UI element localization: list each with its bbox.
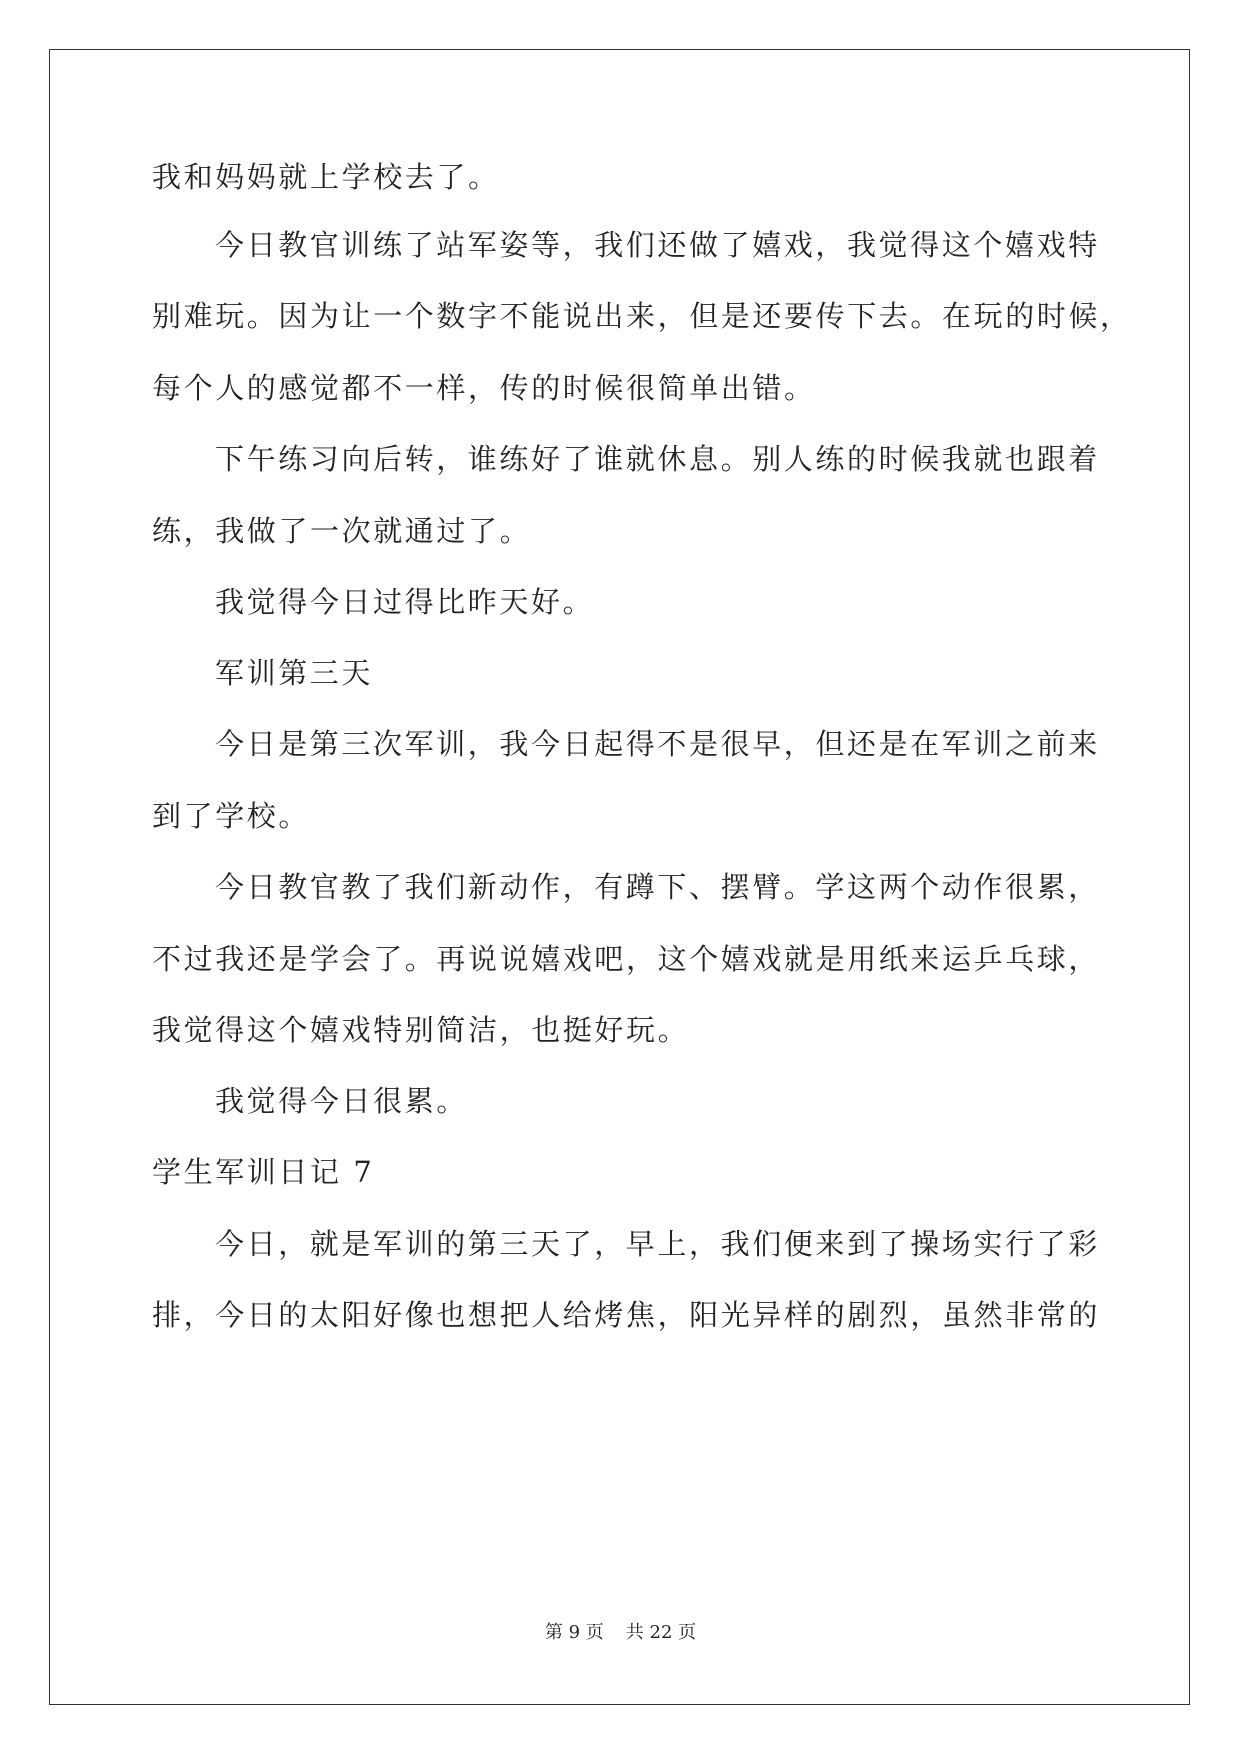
text-line: 我和妈妈就上学校去了。 (152, 160, 500, 194)
paragraph-first-line: 今日是第三次军训，我今日起得不是很早，但还是在军训之前来 (215, 727, 1100, 761)
paragraph-first-line: 我觉得今日很累。 (215, 1084, 468, 1118)
paragraph-first-line: 我觉得今日过得比昨天好。 (215, 585, 595, 619)
paragraph-first-line: 下午练习向后转，谁练好了谁就休息。别人练的时候我就也跟着 (215, 442, 1100, 476)
page-number: 第 9 页 (544, 1622, 604, 1643)
text-line: 每个人的感觉都不一样，传的时候很简单出错。 (152, 371, 816, 405)
text-line: 练，我做了一次就通过了。 (152, 514, 532, 548)
text-line: 别难玩。因为让一个数字不能说出来，但是还要传下去。在玩的时候， (152, 299, 1132, 333)
page-footer (0, 1624, 1241, 1642)
text-line: 不过我还是学会了。再说说嬉戏吧，这个嬉戏就是用纸来运乒乓球， (152, 942, 1101, 976)
paragraph-first-line: 今日教官教了我们新动作，有蹲下、摆臂。学这两个动作很累， (215, 870, 1100, 904)
page-total: 共 22 页 (625, 1622, 697, 1643)
text-line: 到了学校。 (152, 799, 311, 833)
section-heading: 军训第三天 (215, 656, 374, 690)
paragraph-first-line: 今日教官训练了站军姿等，我们还做了嬉戏，我觉得这个嬉戏特 (215, 228, 1100, 262)
text-line: 排，今日的太阳好像也想把人给烤焦，阳光异样的剧烈，虽然非常的 (152, 1298, 1101, 1332)
article-title: 学生军训日记 7 (152, 1155, 375, 1189)
text-line: 我觉得这个嬉戏特别简洁，也挺好玩。 (152, 1013, 690, 1047)
paragraph-first-line: 今日，就是军训的第三天了，早上，我们便来到了操场实行了彩 (215, 1227, 1100, 1261)
